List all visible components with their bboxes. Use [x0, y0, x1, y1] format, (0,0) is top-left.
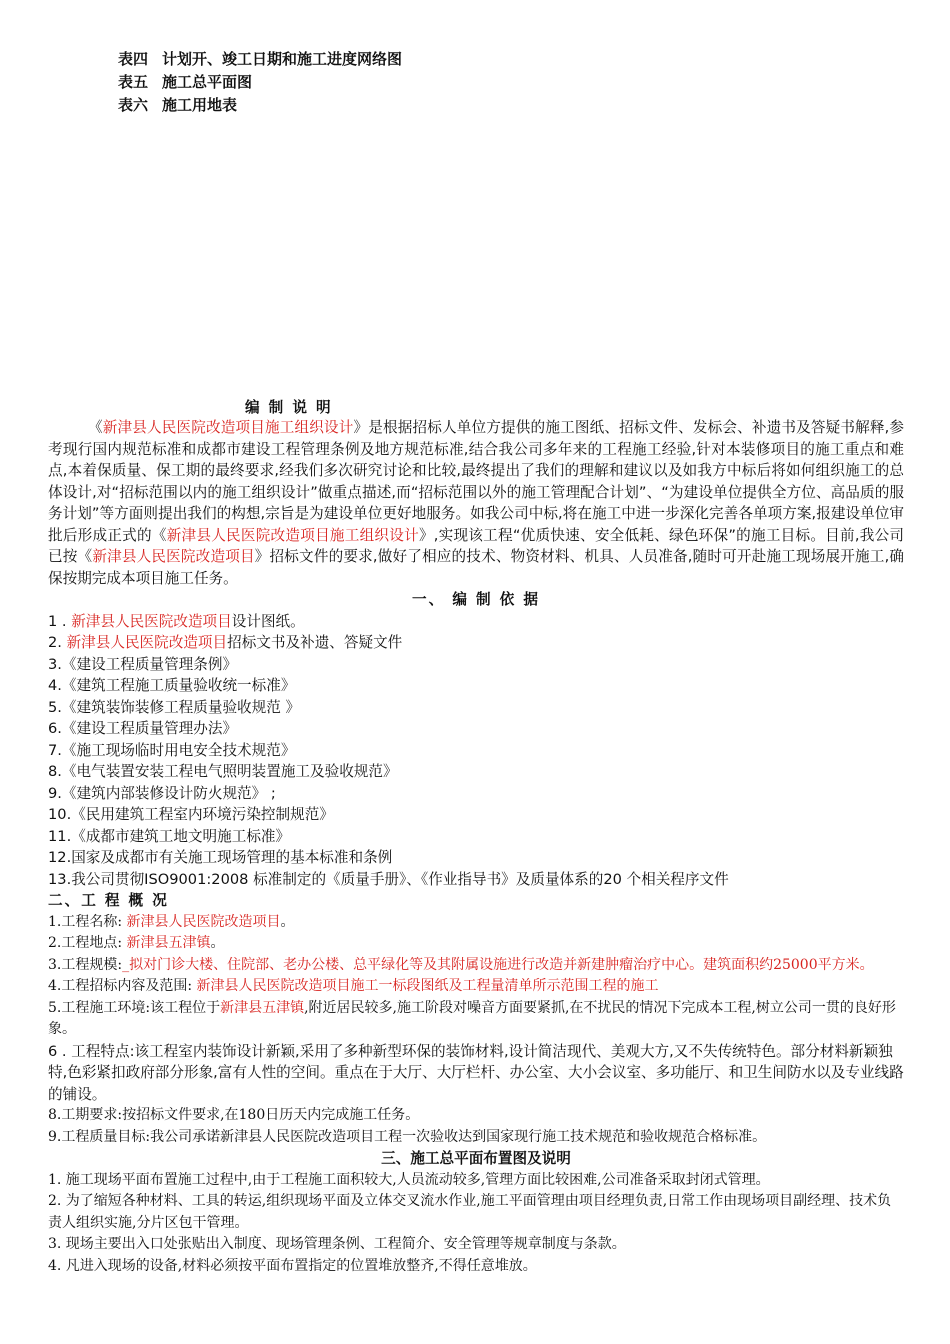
basis-item: 7.《施工现场临时用电安全技术规范》 [48, 741, 296, 759]
intro-text: 》是根据招标人单位方提供的施工图纸、招标文件、发标会、补遗书及答疑书解释,参考现行国内规范标准和成都市建设工程管理条例及地方规范标准,结合我公司多年来的工程施工经验,针对本装修项目的施工重点和难点,本着保质量、保工期的最终要求,经我们多次研究讨论和比较,最终提出了我们的理解和建议以及如我方中标后将如何组织施工的总体设计,对“招标范围以内的施工组织设计”做重点描述,而“招标范围以外的施工管理配合计划”、“为建设单位提供全方位、高品质的服务计划”等方面则提出我们的构想,宗旨是为建设单位更好地服务。如我公司中标,将在施工中进一步深化完善各单项方案,报建设单位审批后形成正式的《 [48, 419, 904, 544]
item-text: 设计图纸。 [231, 612, 305, 630]
intro-text: 》招标文件的要求,做好了相应的技术、物资材料、机具、人员准备,随时可开赴施工现场展开施工,确保按期完成本项目施工任务。 [48, 548, 904, 587]
project-name-ref: 新津县人民医院改造项目 [92, 548, 255, 565]
basis-item: 5.《建筑装饰装修工程质量验收规范 》 [48, 698, 301, 716]
basis-item: 10.《民用建筑工程室内环境污染控制规范》 [48, 806, 334, 823]
document-body [48, 396, 904, 1277]
toc-item [118, 48, 402, 71]
basis-item: 12.国家及成都市有关施工现场管理的基本标准和条例 [48, 849, 393, 866]
layout-item: 1. 施工现场平面布置施工过程中,由于工程施工面积较大,人员流动较多,管理方面比较困难,公司准备采取封闭式管理。 [48, 1171, 770, 1188]
item-label: 4.工程招标内容及范围: [48, 978, 197, 994]
item-label: 2.工程地点: [48, 935, 127, 951]
basis-item: 4.《建筑工程施工质量验收统一标准》 [48, 677, 296, 694]
item-number: 2. [48, 634, 67, 651]
table-list [118, 48, 402, 117]
toc-number: 表四 [118, 50, 149, 68]
basis-item: 11.《成都市建筑工地文明施工标准》 [48, 827, 291, 845]
project-site-value: 新津县五津镇 [126, 935, 211, 951]
toc-number: 表五 [118, 73, 149, 91]
project-scale-value: _拟对门诊大楼、住院部、老办公楼、总平绿化等及其附属设施进行改造并新建肿瘤治疗中心。建筑面积约25000平方米。 [122, 956, 874, 973]
item-end: 。 [210, 935, 225, 951]
intro-paragraph [48, 417, 904, 589]
item-text: ,附近居民较多,施工阶段对噪音方面要紧抓,在不扰民的情况下完成本工程,树立公司一贯的良好形象。 [48, 999, 896, 1037]
layout-item: 2. 为了缩短各种材料、工具的转运,组织现场平面及立体交叉流水作业,施工平面管理由项目经理负责,日常工作由现场项目副经理、技术负责人组织实施,分片区包干管理。 [48, 1193, 892, 1231]
project-name-ref: 新津县人民医院改造项目 [71, 612, 232, 630]
toc-text: 施工用地表 [162, 96, 238, 114]
overview-heading: 二、工 程 概 况 [48, 892, 169, 909]
compilation-heading: 编 制 说 明 [245, 399, 333, 416]
item-number: 1 . [48, 612, 72, 630]
toc-item [118, 71, 402, 94]
item-label: 5.工程施工环境:该工程位于 [48, 999, 221, 1016]
project-name-value: 新津县人民医院改造项目 [126, 913, 281, 930]
intro-text: 《 [88, 419, 103, 436]
basis-item: 6.《建设工程质量管理办法》 [48, 720, 238, 737]
overview-item [48, 933, 904, 955]
overview-item: 6 . 工程特点:该工程室内装饰设计新颖,采用了多种新型环保的装饰材料,设计简洁现代、美观大方,又不失传统特色。部分材料新颖独特,色彩紧扣政府部分形象,富有人性的空间。重点在于大厅、大厅栏杆、办公室、大小会议室、多功能厅、和卫生间防水以及专业线路的铺设。 [48, 1042, 904, 1103]
basis-item: 13.我公司贯彻ISO9001:2008 标准制定的《质量手册》、《作业指导书》及质量体系的20 个相关程序文件 [48, 870, 729, 888]
overview-item [48, 955, 904, 977]
project-scope-value: 新津县人民医院改造项目施工一标段图纸及工程量清单所示范围工程的施工 [196, 978, 659, 994]
toc-number: 表六 [118, 96, 149, 114]
basis-item: 9.《建筑内部装修设计防火规范》 ; [48, 784, 276, 802]
toc-item [118, 94, 402, 117]
layout-heading: 三、施工总平面布置图及说明 [381, 1150, 571, 1167]
layout-item: 3. 现场主要出入口处张贴出入制度、现场管理条例、工程简介、安全管理等规章制度与条款。 [48, 1236, 626, 1252]
basis-item [48, 611, 904, 633]
item-text: 招标文书及补遗、答疑文件 [227, 634, 403, 651]
project-title-ref: 新津县人民医院改造项目施工组织设计 [102, 419, 354, 436]
overview-item [48, 912, 904, 934]
overview-item [48, 998, 904, 1041]
item-label: 1.工程名称: [48, 913, 127, 930]
item-label: 3.工程规模: [48, 956, 123, 973]
project-title-ref: 新津县人民医院改造项目施工组织设计 [166, 526, 419, 544]
project-site-value: 新津县五津镇 [220, 999, 305, 1016]
toc-text: 计划开、竣工日期和施工进度网络图 [162, 50, 403, 68]
basis-item: 8.《电气装置安装工程电气照明装置施工及验收规范》 [48, 763, 398, 780]
toc-text: 施工总平面图 [162, 73, 253, 91]
basis-item: 3.《建设工程质量管理条例》 [48, 655, 238, 673]
basis-heading: 一、 编 制 依 据 [412, 591, 540, 608]
intro-text: 》,实现该工程“优质快速、安全低耗、绿色环保”的施工目标。目前,我公司已按《 [48, 526, 904, 565]
overview-item: 8.工期要求:按招标文件要求,在180日历天内完成施工任务。 [48, 1107, 420, 1123]
project-name-ref: 新津县人民医院改造项目 [66, 634, 228, 651]
item-end: 。 [280, 913, 295, 930]
basis-item [48, 632, 904, 654]
layout-item: 4. 凡进入现场的设备,材料必须按平面布置指定的位置堆放整齐,不得任意堆放。 [48, 1257, 537, 1274]
overview-item [48, 976, 904, 998]
overview-item: 9.工程质量目标:我公司承诺新津县人民医院改造项目工程一次验收达到国家现行施工技术规范和验收规范合格标准。 [48, 1128, 767, 1145]
